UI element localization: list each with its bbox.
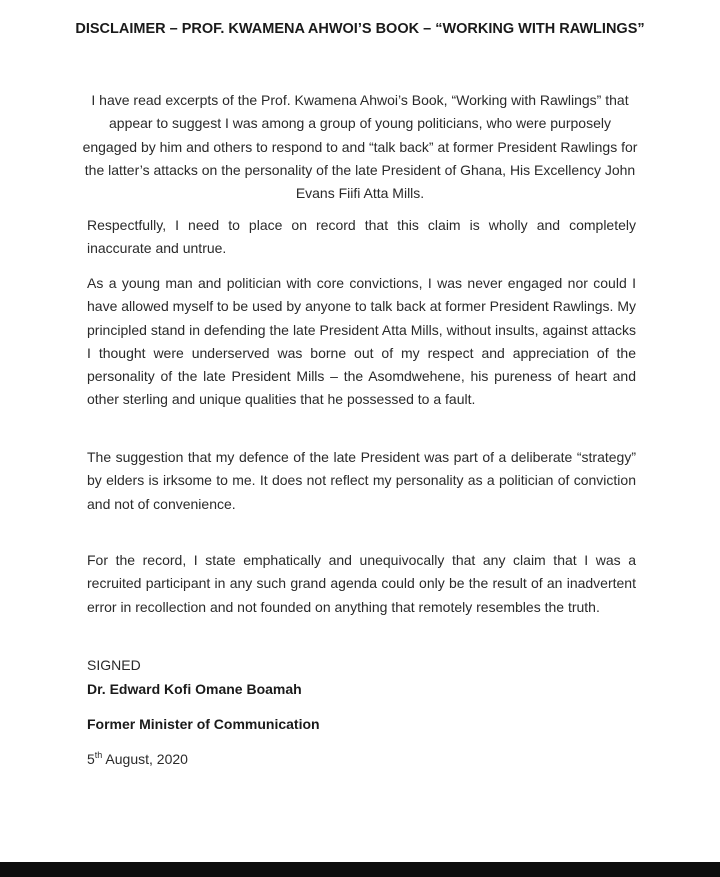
signatory-title: Former Minister of Communication <box>87 716 320 732</box>
paragraph-1: I have read excerpts of the Prof. Kwamena Ahwoi’s Book, “Working with Rawlings” that appear to suggest I was among a group of young politicians, who were purposely engaged by him and others to respond to and “talk back” at former President Rawlings for the latter’s attacks on the personality of the late President of Ghana, His Excellency John Evans Fiifi Atta Mills. <box>82 92 638 202</box>
paragraph-3: As a young man and politician with core convictions, I was never engaged nor could I have allowed myself to be used by anyone to talk back at former President Rawlings. My principled stand in defending the late President Atta Mills, without insults, against attacks I thought were underserved was borne out of my respect and appreciation of the personality of the late President Mills – the Asomdwehene, his pureness of heart and other sterling and unique qualities that he possessed to a fault. <box>87 275 636 408</box>
bottom-black-bar <box>0 862 720 877</box>
paragraph-5: For the record, I state emphatically and unequivocally that any claim that I was a recruited participant in any such grand agenda could only be the result of an inadvertent error in recollection and not founded on anything that remotely resembles the truth. <box>87 552 636 615</box>
document-title: DISCLAIMER – PROF. KWAMENA AHWOI’S BOOK – “WORKING WITH RAWLINGS” <box>75 21 645 37</box>
paragraph-4: The suggestion that my defence of the late President was part of a deliberate “strategy” by elders is irksome to me. It does not reflect my personality as a politician of conviction and not of convenience. <box>87 449 636 512</box>
signed-label: SIGNED <box>87 657 141 673</box>
date-suffix: th <box>94 750 103 760</box>
signatory-name: Dr. Edward Kofi Omane Boamah <box>87 681 302 697</box>
document-date <box>87 749 188 769</box>
paragraph-2: Respectfully, I need to place on record that this claim is wholly and completely inaccurate and untrue. <box>87 217 636 257</box>
date-rest: August, 2020 <box>102 751 188 767</box>
date-day: 5 <box>87 751 95 767</box>
